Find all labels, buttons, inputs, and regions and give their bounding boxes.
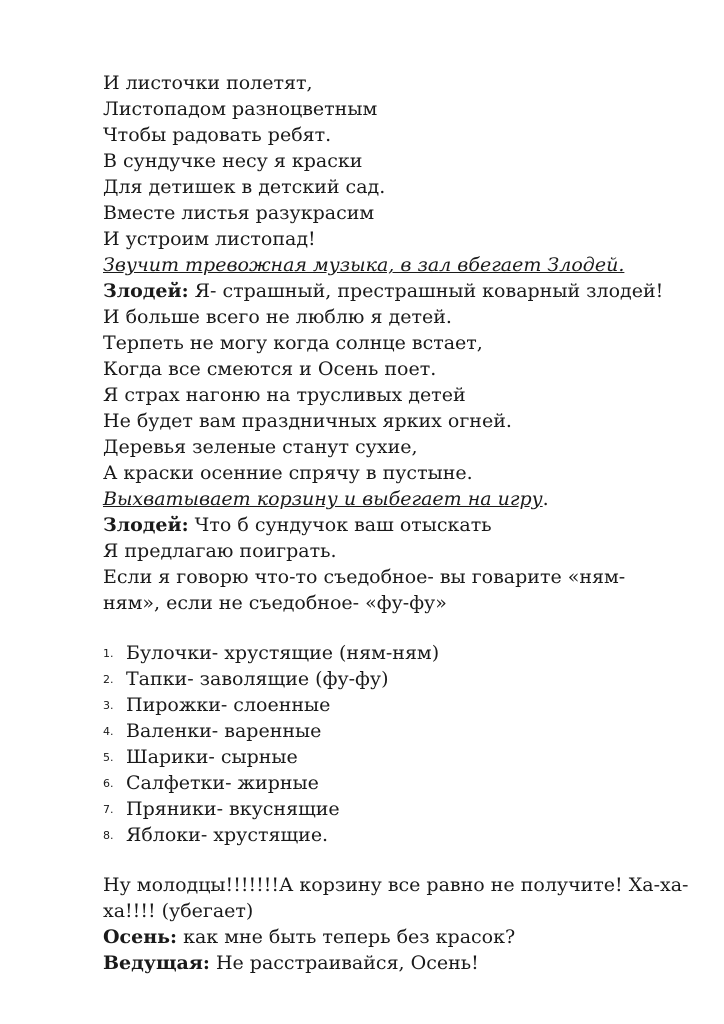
text-line: Чтобы радовать ребят. <box>103 124 332 146</box>
list-number: 4. <box>103 725 114 738</box>
poem-intro <box>103 70 693 252</box>
list-number: 8. <box>103 829 114 842</box>
document-page <box>103 70 693 976</box>
host-line <box>103 950 693 976</box>
text-line: Если я говорю что-то съедобное- вы говарите «ням- <box>103 566 626 588</box>
text-line: В сундучке несу я краски <box>103 150 363 172</box>
list-item-text: Салфетки- жирные <box>126 772 319 794</box>
list-item-text: Пирожки- слоенные <box>126 694 331 716</box>
text-line: Я страх нагоню на трусливых детей <box>103 384 466 406</box>
text-line: Деревья зеленые станут сухие, <box>103 436 418 458</box>
text-line: Не будет вам праздничных ярких огней. <box>103 410 512 432</box>
text-line <box>103 278 693 304</box>
stage-direction-period: . <box>542 488 549 510</box>
speech-text: Не расстраивайся, Осень! <box>209 952 479 974</box>
speech-text: Я- страшный, престрашный коварный злодей! <box>188 280 664 302</box>
text-line: Когда все смеются и Осень поет. <box>103 358 437 380</box>
autumn-line <box>103 924 693 950</box>
stage-direction: Выхватывает корзину и выбегает на игру <box>103 488 543 510</box>
list-item <box>103 822 693 848</box>
list-item-text: Тапки- заволящие (фу-фу) <box>126 668 389 690</box>
text-line: А краски осенние спрячу в пустыне. <box>103 462 473 484</box>
villain-speech-1 <box>103 278 693 486</box>
text-line: ням», если не съедобное- «фу-фу» <box>103 592 447 614</box>
list-number: 3. <box>103 699 114 712</box>
text-line: Я предлагаю поиграть. <box>103 540 337 562</box>
paragraph-spacer <box>103 848 693 872</box>
list-number: 7. <box>103 803 114 816</box>
list-item <box>103 692 693 718</box>
stage-direction-line <box>103 486 693 512</box>
speaker-name: Осень: <box>103 926 178 948</box>
list-number: 6. <box>103 777 114 790</box>
list-item <box>103 744 693 770</box>
text-line: Листопадом разноцветным <box>103 98 378 120</box>
speaker-name: Злодей: <box>103 514 189 536</box>
text-line: Ну молодцы!!!!!!!А корзину все равно не получите! Ха-ха- <box>103 874 689 896</box>
villain-speech-3 <box>103 872 693 924</box>
text-line: Для детишек в детский сад. <box>103 176 386 198</box>
list-number: 1. <box>103 647 114 660</box>
list-item <box>103 718 693 744</box>
text-line: И больше всего не люблю я детей. <box>103 306 452 328</box>
speech-text: как мне быть теперь без красок? <box>177 926 516 948</box>
text-line: И листочки полетят, <box>103 72 313 94</box>
speech-text: Что б сундучок ваш отыскать <box>188 514 492 536</box>
stage-direction: Звучит тревожная музыка, в зал вбегает Злодей. <box>103 254 625 276</box>
list-item-text: Яблоки- хрустящие. <box>126 824 329 846</box>
list-item <box>103 666 693 692</box>
list-item-text: Пряники- вкуснящие <box>126 798 340 820</box>
list-item <box>103 770 693 796</box>
list-item <box>103 640 693 666</box>
text-line: И устроим листопад! <box>103 228 316 250</box>
text-line: ха!!!! (убегает) <box>103 900 254 922</box>
text-line: Вместе листья разукрасим <box>103 202 375 224</box>
list-item <box>103 796 693 822</box>
text-line <box>103 512 693 538</box>
list-number: 5. <box>103 751 114 764</box>
list-item-text: Валенки- варенные <box>126 720 322 742</box>
speaker-name: Злодей: <box>103 280 189 302</box>
paragraph-spacer <box>103 616 693 640</box>
list-number: 2. <box>103 673 114 686</box>
list-item-text: Шарики- сырные <box>126 746 298 768</box>
text-line: Терпеть не могу когда солнце встает, <box>103 332 483 354</box>
villain-speech-2 <box>103 512 693 616</box>
speaker-name: Ведущая: <box>103 952 210 974</box>
game-list <box>103 640 693 848</box>
list-item-text: Булочки- хрустящие (ням-ням) <box>126 642 440 664</box>
